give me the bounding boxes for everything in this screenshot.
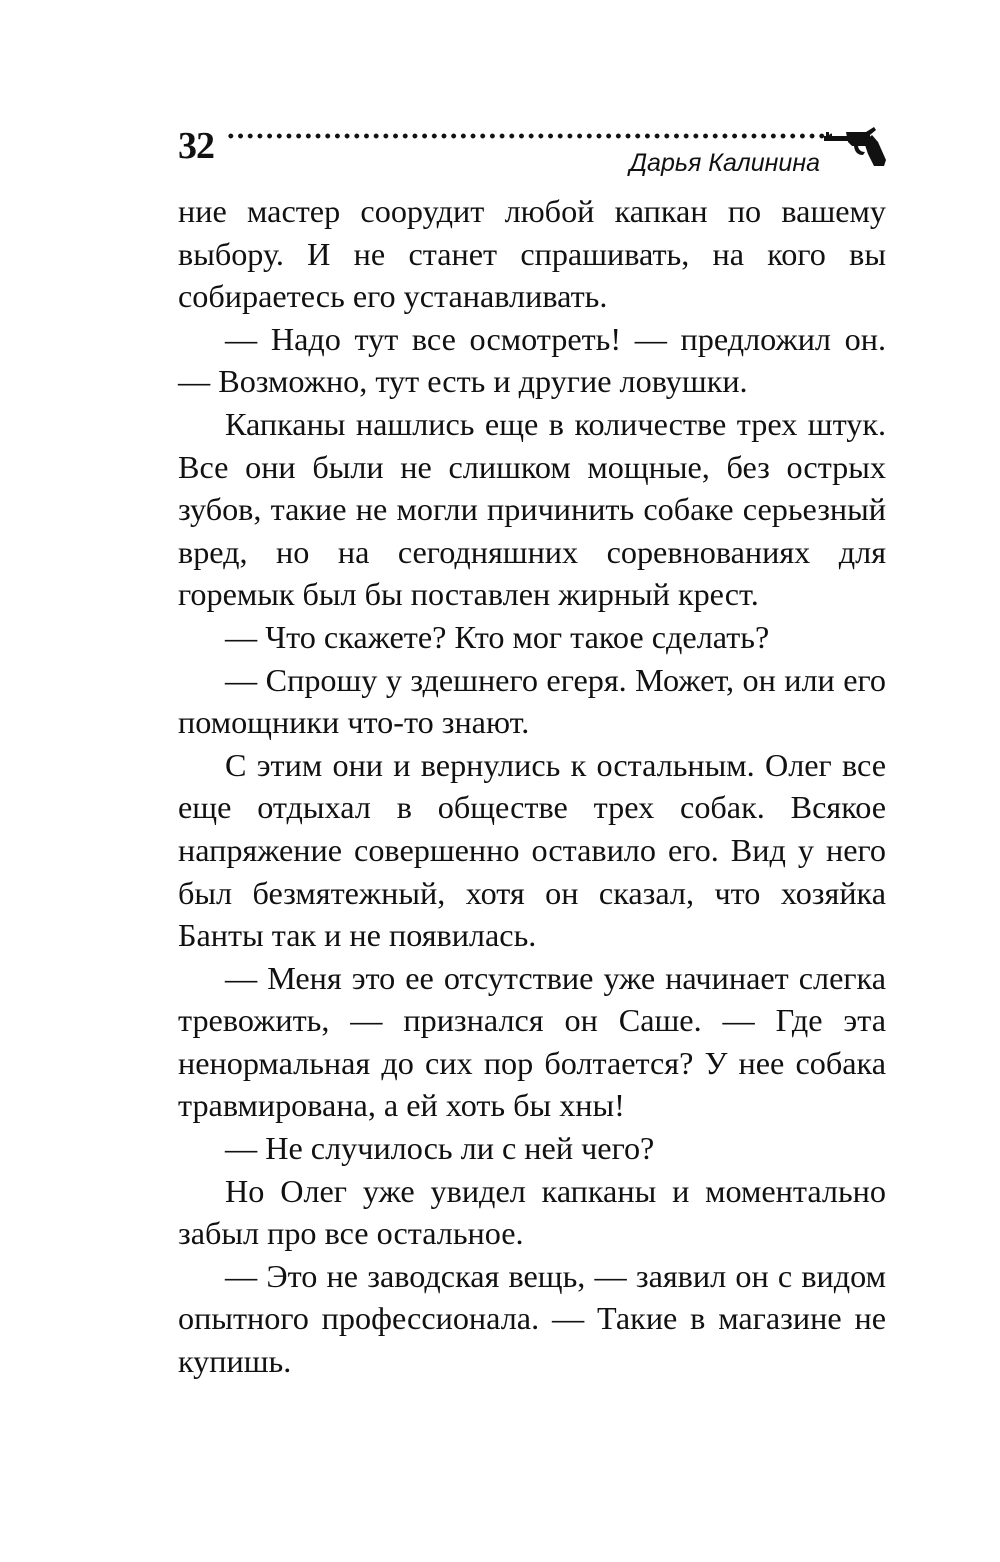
paragraph-7: — Меня это ее отсутствие уже начинает слегка тревожить, — признался он Саше. — Где эта ненормальная до сих пор болтается? У нее собака травмирована, а ей хоть бы хны! bbox=[178, 959, 886, 1124]
paragraph-4: — Что скажете? Кто мог такое сделать? bbox=[225, 618, 770, 655]
page-body bbox=[178, 190, 886, 1383]
paragraph-2: — Надо тут все осмотреть! — предложил он. — Возможно, тут есть и другие ловушки. bbox=[178, 320, 886, 400]
paragraph-5: — Спрошу у здешнего егеря. Может, он или его помощники что-то знают. bbox=[178, 661, 886, 741]
paragraph-6: С этим они и вернулись к остальным. Олег все еще отдыхал в обществе трех собак. Всякое напряжение совершенно оставило его. Вид у него был безмятежный, хотя он сказал, что хозяйка Банты так и не появилась. bbox=[178, 746, 886, 954]
page-number: 32 bbox=[178, 125, 214, 167]
paragraph-1: ние мастер соорудит любой капкан по вашему выбору. И не станет спрашивать, на кого вы собираетесь его устанавливать. bbox=[178, 193, 886, 315]
dotted-leader bbox=[226, 132, 832, 140]
paragraph-9: Но Олег уже увидел капканы и моментально забыл про все остальное. bbox=[178, 1172, 886, 1252]
paragraph-8: — Не случилось ли с ней чего? bbox=[225, 1130, 655, 1167]
revolver-icon bbox=[824, 120, 890, 170]
running-header bbox=[178, 118, 890, 188]
paragraph-3: Капканы нашлись еще в количестве трех штук. Все они были не слишком мощные, без острых зубов, такие не могли причинить собаке серьезный вред, но на сегодняшних соревнованиях для горемык был бы поставлен жирный крест. bbox=[178, 405, 886, 613]
paragraph-10: — Это не заводская вещь, — заявил он с видом опытного профессионала. — Такие в магазине не купишь. bbox=[178, 1257, 886, 1380]
running-header-author: Дарья Калинина bbox=[629, 149, 820, 177]
